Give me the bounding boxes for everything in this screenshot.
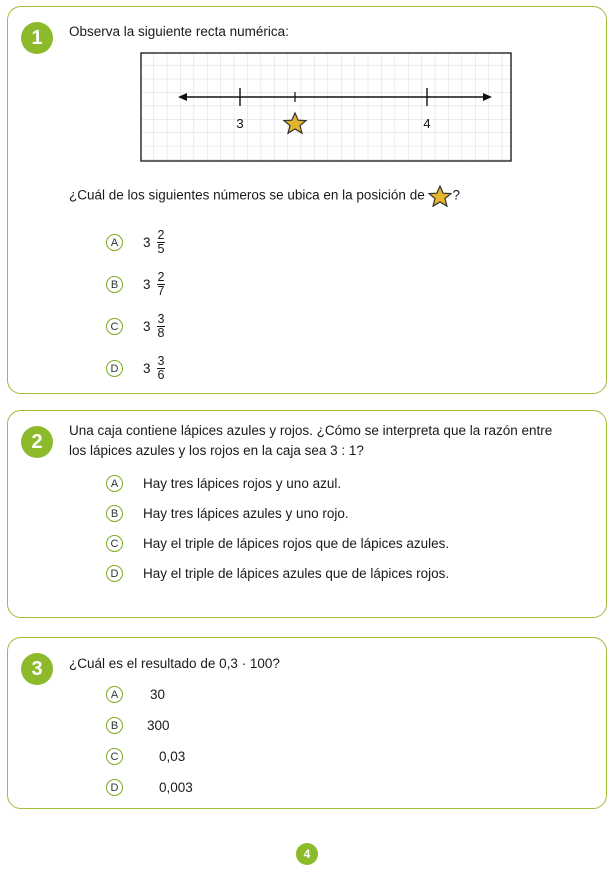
question-1-prompt-text: ¿Cuál de los siguientes números se ubica en la posición de [69,187,425,203]
option-b[interactable] [106,717,170,734]
tick-label-4: 4 [423,116,431,131]
option-letter: D [106,360,123,377]
denominator: 7 [157,284,165,298]
option-letter: A [106,686,123,703]
option-a[interactable] [106,229,165,256]
option-d[interactable] [106,565,449,582]
denominator: 8 [157,326,165,340]
question-number-badge: 2 [21,426,53,458]
option-letter: A [106,475,123,492]
tick-label-3: 3 [236,116,244,131]
fraction [157,313,166,340]
option-text: Hay tres lápices azules y uno rojo. [143,506,349,521]
option-b[interactable] [106,271,165,298]
whole-part: 3 [143,361,151,376]
whole-part: 3 [143,277,151,292]
numerator: 2 [157,270,165,284]
question-2-card [7,410,607,618]
question-number-badge: 3 [21,653,53,685]
option-text: 300 [147,718,170,733]
option-letter: C [106,535,123,552]
option-text: 0,03 [159,749,186,764]
option-c[interactable] [106,313,165,340]
option-d[interactable] [106,355,165,382]
fraction [157,355,166,382]
option-d[interactable] [106,779,193,796]
question-3-card [7,637,607,809]
denominator: 5 [157,242,165,256]
option-text: Hay el triple de lápices rojos que de lápices azules. [143,536,450,551]
option-letter: B [106,276,123,293]
fraction [157,229,166,256]
denominator: 6 [157,368,165,382]
option-text: 0,003 [159,780,193,795]
numerator: 3 [157,354,165,368]
question-2-line-1: Una caja contiene lápices azules y rojos. ¿Cómo se interpreta que la razón entre [69,423,553,438]
option-letter: C [106,748,123,765]
fraction [157,271,166,298]
mixed-number [143,271,165,298]
question-3-text: ¿Cuál es el resultado de 0,3 · 100? [69,656,280,671]
option-c[interactable] [106,748,185,765]
option-a[interactable] [106,475,341,492]
mixed-number [143,229,165,256]
option-c[interactable] [106,535,449,552]
whole-part: 3 [143,235,151,250]
option-letter: B [106,717,123,734]
question-1-prompt-end: ? [452,187,460,203]
mixed-number [143,355,165,382]
option-text: Hay tres lápices rojos y uno azul. [143,476,342,491]
question-1-intro: Observa la siguiente recta numérica: [69,24,289,39]
option-letter: B [106,505,123,522]
option-letter: D [106,565,123,582]
whole-part: 3 [143,319,151,334]
option-text: 30 [150,687,166,702]
question-number-badge: 1 [21,22,53,54]
option-letter: A [106,234,123,251]
option-a[interactable] [106,686,165,703]
page-number: 4 [296,843,318,865]
question-2-line-2: los lápices azules y los rojos en la caja sea 3 : 1? [69,443,364,458]
question-1-card [7,6,607,394]
numerator: 2 [157,228,165,242]
option-b[interactable] [106,505,349,522]
number-line-figure [140,52,514,162]
mixed-number [143,313,165,340]
option-letter: C [106,318,123,335]
option-letter: D [106,779,123,796]
option-text: Hay el triple de lápices azules que de lápices rojos. [143,566,450,581]
numerator: 3 [157,312,165,326]
question-1-prompt [69,185,460,207]
star-icon [428,185,452,207]
